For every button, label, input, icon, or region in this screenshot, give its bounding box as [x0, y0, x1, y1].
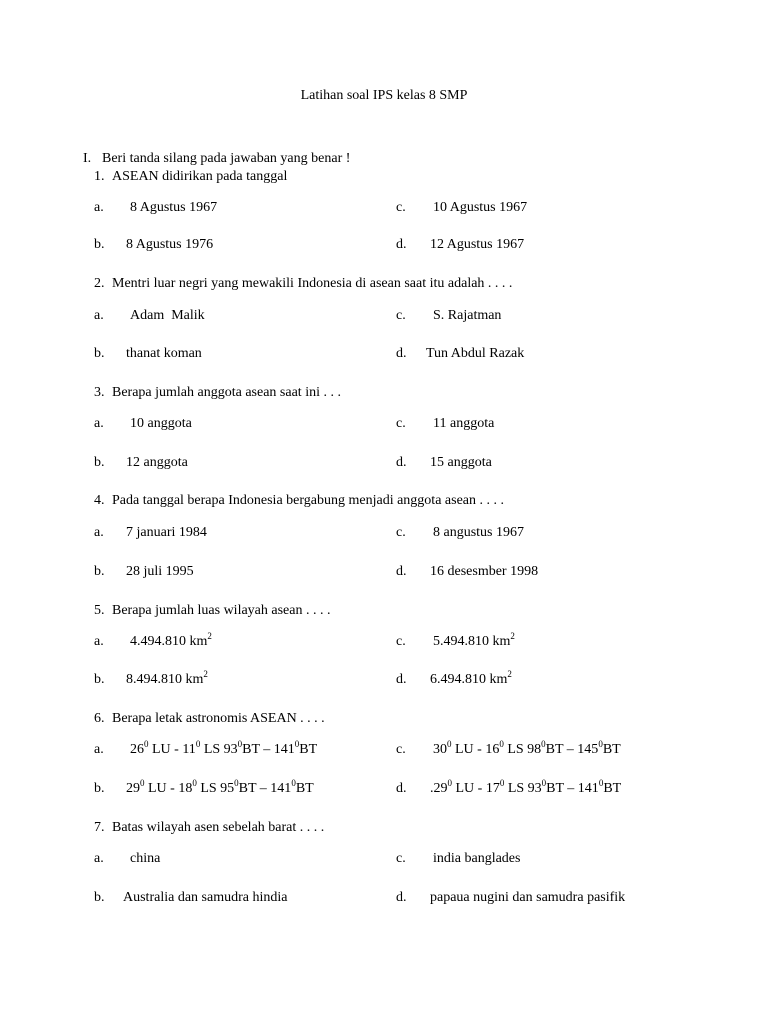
superscript: 2 [207, 631, 212, 641]
option-letter: a. [94, 308, 104, 323]
option-letter: c. [396, 525, 406, 540]
option-b[interactable] [94, 564, 194, 580]
option-text [130, 739, 318, 757]
question-number: 4. [94, 493, 105, 508]
option-letter: c. [396, 200, 406, 215]
option-letter: c. [396, 308, 406, 323]
option-a[interactable] [94, 739, 318, 758]
option-a[interactable] [94, 525, 207, 541]
option-value: 5.494.810 km [433, 634, 511, 649]
question-text: Berapa letak astronomis ASEAN . . . . [112, 711, 325, 726]
coord-part: BT – 141 [238, 781, 292, 796]
degree-sup: 0 [499, 739, 504, 749]
coord-part: BT [295, 781, 314, 796]
coord-part: BT [602, 742, 621, 757]
option-c[interactable] [396, 631, 515, 650]
option-b[interactable] [94, 778, 314, 797]
section-number: I. [83, 151, 92, 166]
question [94, 276, 512, 292]
option-text [433, 631, 515, 649]
option-text: 10 Agustus 1967 [433, 200, 528, 215]
question-text: Mentri luar negri yang mewakili Indonesia di asean saat itu adalah . . . . [112, 276, 513, 291]
page-title: Latihan soal IPS kelas 8 SMP [300, 88, 468, 103]
option-value: 4.494.810 km [130, 634, 208, 649]
option-letter: d. [396, 455, 407, 470]
question [94, 385, 341, 401]
option-d[interactable] [396, 455, 492, 471]
option-d[interactable] [396, 564, 538, 580]
option-letter: c. [396, 416, 406, 431]
option-text: 11 anggota [433, 416, 495, 431]
degree-sup: 0 [234, 778, 239, 788]
option-d[interactable] [396, 778, 622, 797]
option-letter: d. [396, 237, 407, 252]
coord-part: LS 93 [200, 742, 238, 757]
option-c[interactable] [396, 308, 501, 324]
option-letter: d. [396, 781, 407, 796]
question-number: 1. [94, 169, 105, 184]
option-letter: b. [94, 346, 105, 361]
section-instruction [83, 151, 350, 167]
option-text: india banglades [433, 851, 521, 866]
option-letter: a. [94, 851, 104, 866]
option-text [126, 669, 208, 687]
degree-sup: 0 [192, 778, 197, 788]
option-c[interactable] [396, 851, 520, 867]
option-b[interactable] [94, 890, 287, 906]
option-a[interactable] [94, 631, 212, 650]
option-c[interactable] [396, 200, 527, 216]
option-letter: a. [94, 200, 104, 215]
option-letter: a. [94, 742, 104, 757]
option-text: papaua nugini dan samudra pasifik [430, 890, 626, 905]
option-letter: b. [94, 237, 105, 252]
degree-sup: 0 [541, 739, 546, 749]
degree-sup: 0 [598, 778, 604, 788]
option-letter: b. [94, 781, 105, 796]
option-text [130, 631, 212, 649]
option-text: 16 desesmber 1998 [430, 564, 539, 579]
question-number: 7. [94, 820, 105, 835]
option-text: 15 anggota [430, 455, 492, 470]
superscript: 2 [507, 669, 512, 679]
coord-part: 30 [433, 742, 447, 757]
question-number: 5. [94, 603, 105, 618]
coord-part: .29 [430, 781, 448, 796]
degree-sup: 0 [237, 739, 243, 749]
option-text: 28 juli 1995 [126, 564, 194, 579]
coord-part: LS 98 [503, 742, 542, 757]
option-letter: b. [94, 564, 105, 579]
option-c[interactable] [396, 416, 494, 432]
option-letter: d. [396, 890, 407, 905]
option-d[interactable] [396, 237, 524, 253]
option-text: 8 Agustus 1976 [126, 237, 214, 252]
option-letter: b. [94, 890, 105, 905]
option-b[interactable] [94, 455, 188, 471]
option-value: 8.494.810 km [126, 672, 204, 687]
option-letter: c. [396, 634, 406, 649]
degree-sup: 0 [598, 739, 603, 749]
question [94, 820, 324, 836]
coord-part: LU - 16 [451, 742, 500, 757]
coord-part: BT – 145 [545, 742, 599, 757]
degree-sup: 0 [499, 778, 505, 788]
option-d[interactable] [396, 346, 524, 362]
coord-part: BT [603, 781, 622, 796]
option-a[interactable] [94, 851, 160, 867]
superscript: 2 [203, 669, 208, 679]
option-c[interactable] [396, 525, 524, 541]
option-a[interactable] [94, 308, 205, 324]
option-text: 10 anggota [130, 416, 192, 431]
degree-sup: 0 [140, 778, 145, 788]
option-letter: a. [94, 634, 104, 649]
question-text: Batas wilayah asen sebelah barat . . . . [112, 820, 325, 835]
option-text: thanat koman [126, 346, 202, 361]
degree-sup: 0 [195, 739, 201, 749]
option-text [430, 778, 622, 796]
option-letter: a. [94, 416, 104, 431]
coord-part: LU - 11 [148, 742, 196, 757]
option-text: 12 anggota [126, 455, 188, 470]
question-text: Pada tanggal berapa Indonesia bergabung menjadi anggota asean . . . . [112, 493, 504, 508]
question [94, 169, 287, 185]
question [94, 603, 330, 619]
option-b[interactable] [94, 669, 208, 688]
option-b[interactable] [94, 346, 202, 362]
option-letter: c. [396, 851, 406, 866]
question [94, 493, 504, 509]
degree-sup: 0 [144, 739, 149, 749]
option-text [433, 739, 621, 757]
question-text: Berapa jumlah luas wilayah asean . . . . [112, 603, 331, 618]
option-letter: b. [94, 455, 105, 470]
option-text: S. Rajatman [433, 308, 502, 323]
coord-part: BT [299, 742, 318, 757]
question-text: Berapa jumlah anggota asean saat ini . . . [112, 385, 341, 400]
option-letter: d. [396, 346, 407, 361]
option-b[interactable] [94, 237, 213, 253]
degree-sup: 0 [447, 778, 452, 788]
degree-sup: 0 [541, 778, 547, 788]
coord-part: BT – 141 [242, 742, 295, 757]
option-text: Adam Malik [130, 308, 205, 323]
superscript: 2 [510, 631, 515, 641]
option-text [430, 669, 512, 687]
option-d[interactable] [396, 890, 625, 906]
coord-part: 29 [126, 781, 140, 796]
option-text: 12 Agustus 1967 [430, 237, 525, 252]
option-text: china [130, 851, 161, 866]
option-text: Australia dan samudra hindia [123, 890, 288, 905]
coord-part: LS 95 [196, 781, 235, 796]
question-number: 3. [94, 385, 105, 400]
degree-sup: 0 [291, 778, 296, 788]
option-text [126, 778, 314, 796]
option-text: 7 januari 1984 [126, 525, 207, 540]
degree-sup: 0 [294, 739, 300, 749]
question-text: ASEAN didirikan pada tanggal [112, 169, 288, 184]
option-letter: b. [94, 672, 105, 687]
coord-part: LS 93 [504, 781, 542, 796]
option-a[interactable] [94, 200, 217, 216]
option-letter: a. [94, 525, 104, 540]
option-text: Tun Abdul Razak [426, 346, 525, 361]
coord-part: LU - 18 [144, 781, 193, 796]
instruction-text: Beri tanda silang pada jawaban yang benar ! [102, 151, 351, 166]
option-a[interactable] [94, 416, 192, 432]
coord-part: 26 [130, 742, 144, 757]
question-number: 2. [94, 276, 105, 291]
question [94, 711, 325, 727]
question-number: 6. [94, 711, 105, 726]
option-value: 6.494.810 km [430, 672, 508, 687]
option-c[interactable] [396, 739, 621, 758]
option-letter: d. [396, 564, 407, 579]
option-text: 8 angustus 1967 [433, 525, 524, 540]
degree-sup: 0 [447, 739, 452, 749]
option-d[interactable] [396, 669, 512, 688]
option-letter: d. [396, 672, 407, 687]
option-letter: c. [396, 742, 406, 757]
coord-part: BT – 141 [546, 781, 599, 796]
option-text: 8 Agustus 1967 [130, 200, 218, 215]
coord-part: LU - 17 [452, 781, 500, 796]
